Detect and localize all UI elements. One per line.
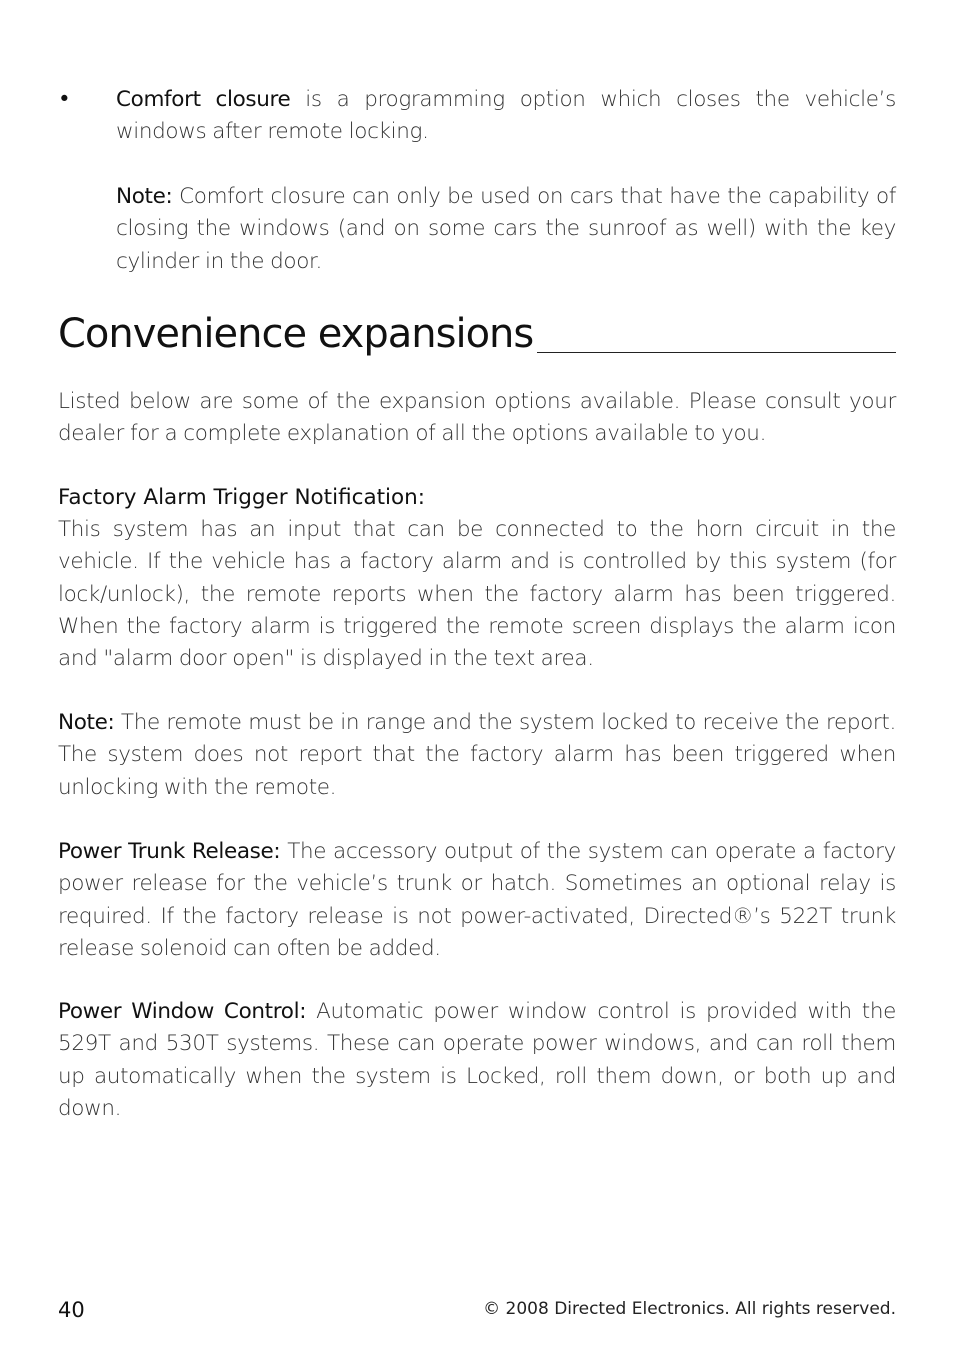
comfort-closure-note [116,181,896,278]
bullet-icon: • [58,87,71,112]
factory-alarm-paragraph: This system has an input that can be connected to the horn circuit in the vehicle. If the vehicle has a factory alarm and is controlled by this system (for lock/unlock), the remote reports when the factory alarm has been triggered. When the factory alarm is triggered the remote screen displays the alarm icon and "alarm door open" is displayed in the text area. [58,517,896,672]
comfort-closure-label: Comfort closure [116,87,291,112]
power-trunk-label: Power Trunk Release: [58,839,281,864]
power-trunk-paragraph [58,836,896,965]
note-text: Comfort closure can only be used on cars that have the capability of closing the windows (and on some cars the sunroof as well) with the key cylinder in the door. [116,184,896,274]
power-window-text: Automatic power window control is provided with the 529T and 530T systems. These can operate power windows, and can roll them up automatically when the system is Locked, roll them down, or both up and down. [58,999,896,1121]
note-label: Note: [116,184,173,209]
power-trunk-text: The accessory output of the system can operate a factory power release for the vehicle’s trunk or hatch. Sometimes an optional relay is required. If the factory release is not power-activated, Directed®’s 522T trunk release solenoid can often be added. [58,839,896,961]
factory-alarm-heading: Factory Alarm Trigger Notification: [58,485,426,510]
section-title: Convenience expansions [58,312,537,356]
power-window-paragraph [58,996,896,1125]
comfort-closure-text: is a programming option which closes the vehicle’s windows after remote locking. [116,87,896,145]
page-number: 40 [58,1298,85,1322]
intro-paragraph: Listed below are some of the expansion options available. Please consult your dealer for a complete explanation of all the options available to you. [58,389,896,447]
note-text: The remote must be in range and the system locked to receive the report. The system does not report that the factory alarm has been triggered when unlocking with the remote. [58,710,896,800]
factory-alarm-note [58,707,896,804]
comfort-closure-paragraph [116,84,896,149]
copyright-notice: © 2008 Directed Electronics. All rights reserved. [483,1299,896,1319]
note-label: Note: [58,710,115,735]
power-window-label: Power Window Control: [58,999,307,1024]
section-heading-rule [58,300,896,357]
